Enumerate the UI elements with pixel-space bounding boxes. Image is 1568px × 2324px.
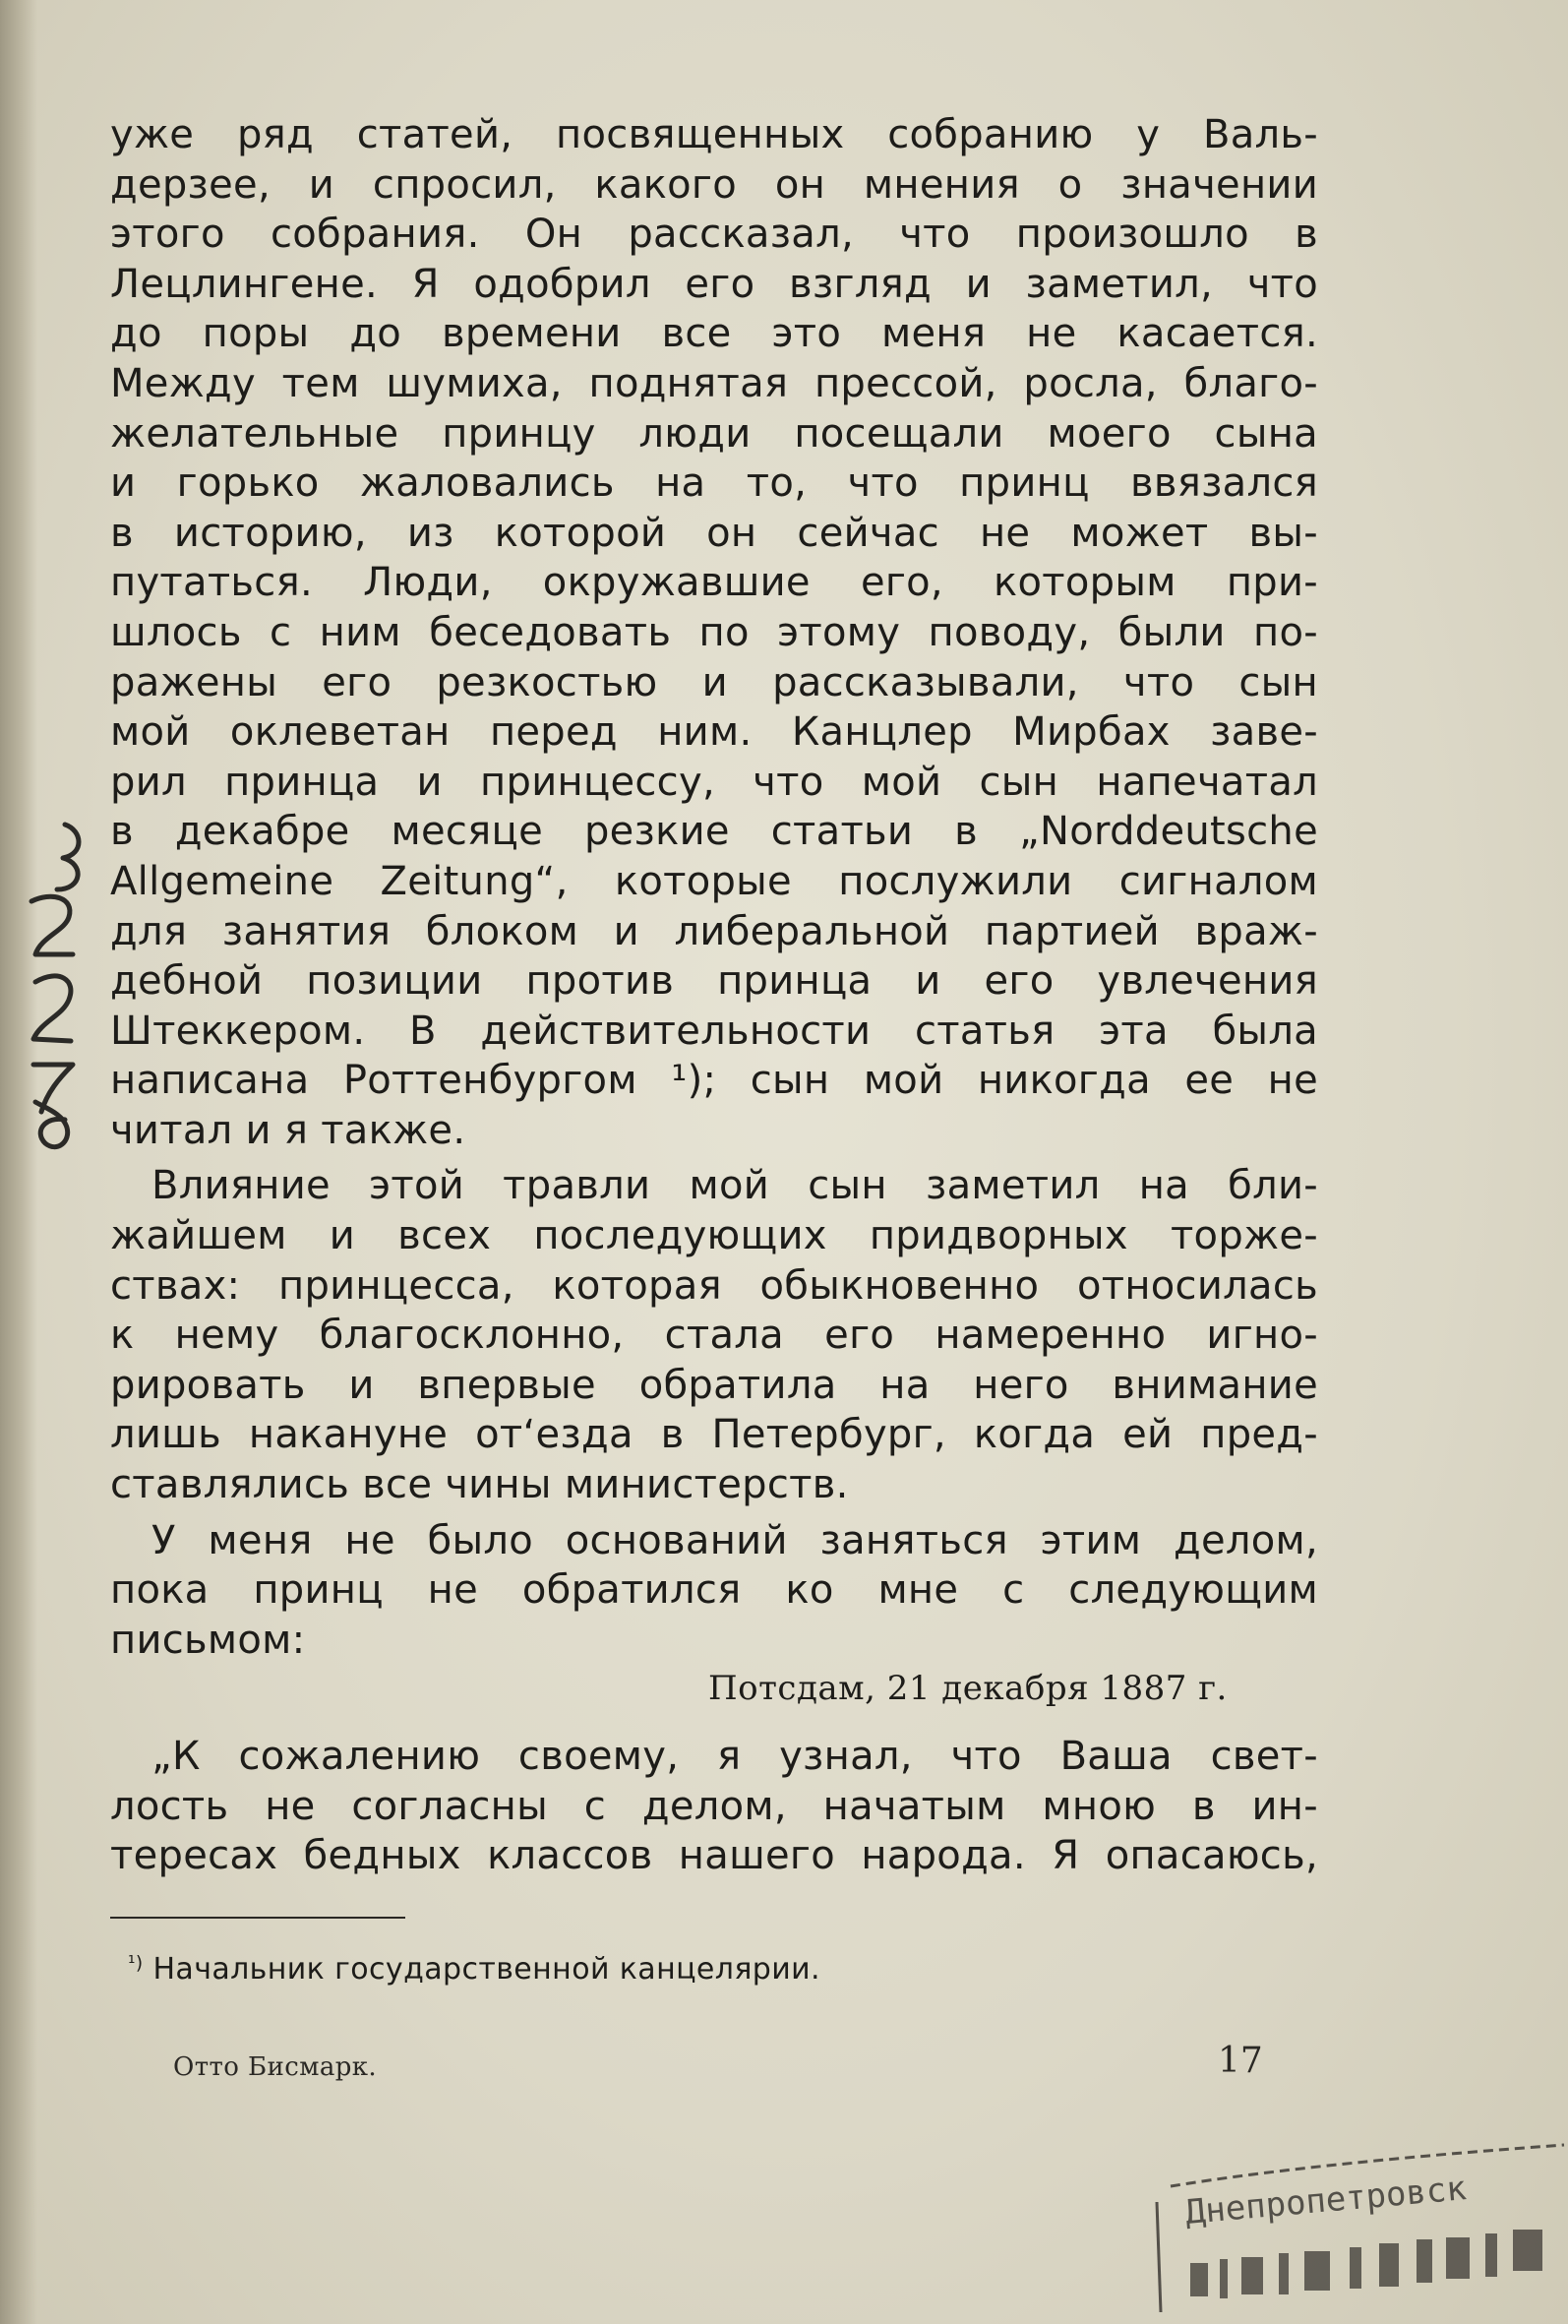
text-line: написана Роттенбургом ¹); сын мой никогда ее не xyxy=(110,1058,1318,1104)
text-line: Лецлингене. Я одобрил его взгляд и заметил, что xyxy=(110,261,1318,307)
text-line: читал и я также. xyxy=(110,1107,466,1153)
letter-line: лость не согласны с делом, начатым мною в ин- xyxy=(110,1783,1318,1829)
text-line: лишь накануне от‘езда в Петербург, когда ей пред- xyxy=(110,1412,1318,1458)
text-line: рировать и впервые обратила на него внимание xyxy=(110,1362,1318,1408)
library-stamp xyxy=(1131,2115,1568,2324)
text-line: Между тем шумиха, поднятая прессой, росла, благо- xyxy=(110,360,1318,406)
text-line: рил принца и принцессу, что мой сын напечатал xyxy=(110,759,1318,805)
binding-gutter xyxy=(0,0,37,2324)
text-line: уже ряд статей, посвященных собранию у Валь- xyxy=(110,112,1318,157)
text-line: путаться. Люди, окружавшие его, которым при- xyxy=(110,560,1318,606)
body-text xyxy=(110,110,1318,1665)
stamp-text: Днепропетровск xyxy=(1183,2169,1469,2232)
text-line: Влияние этой травли мой сын заметил на бли- xyxy=(151,1163,1318,1209)
text-line: жайшем и всех последующих придворных торже- xyxy=(110,1213,1318,1259)
text-line: до поры до времени все это меня не касается. xyxy=(110,311,1318,357)
text-line: ражены его резкостью и рассказывали, что сын xyxy=(110,659,1318,705)
text-line: и горько жаловались на то, что принц ввязался xyxy=(110,460,1318,507)
handwritten-inventory-number xyxy=(6,807,94,1161)
text-line: желательные принцу люди посещали моего сына xyxy=(110,410,1318,457)
text-line: для занятия блоком и либеральной партией враж- xyxy=(110,908,1318,954)
text-line: ствах: принцесса, которая обыкновенно относилась xyxy=(110,1262,1318,1309)
footnote-marker: ¹) xyxy=(128,1952,144,1974)
text-line: в декабре месяце резкие статьи в „Norddeutsche xyxy=(110,809,1318,855)
printer-signature: Отто Бисмарк. xyxy=(173,2052,378,2082)
text-line: дерзее, и спросил, какого он мнения о значении xyxy=(110,161,1318,208)
text-line: мой оклеветан перед ним. Канцлер Мирбах заве- xyxy=(110,709,1318,756)
letter-text xyxy=(110,1732,1318,1881)
text-line: дебной позиции против принца и его увлечения xyxy=(110,958,1318,1005)
text-line: У меня не было оснований заняться этим делом, xyxy=(151,1517,1318,1563)
footnote-rule xyxy=(110,1917,405,1919)
text-line: письмом: xyxy=(110,1617,306,1663)
text-line: Allgemeine Zeitung“, которые послужили сигналом xyxy=(110,858,1318,904)
text-line: в историю, из которой он сейчас не может вы- xyxy=(110,510,1318,556)
text-line: шлось с ним беседовать по этому поводу, были по- xyxy=(110,609,1318,655)
footnote xyxy=(128,1952,820,1987)
text-line: этого собрания. Он рассказал, что произошло в xyxy=(110,212,1318,258)
letter-line: „К сожалению своему, я узнал, что Ваша свет- xyxy=(151,1734,1318,1779)
page-number: 17 xyxy=(1218,2041,1263,2081)
letter-line: тересах бедных классов нашего народа. Я опасаюсь, xyxy=(110,1833,1318,1879)
text-line: ставлялись все чины министерств. xyxy=(110,1462,849,1508)
text-line: к нему благосклонно, стала его намеренно игно- xyxy=(110,1313,1318,1359)
text-line: пока принц не обратился ко мне с следующим xyxy=(110,1567,1318,1614)
footnote-text: Начальник государственной канцелярии. xyxy=(152,1952,820,1987)
text-line: Штеккером. В действительности статья эта была xyxy=(110,1008,1318,1054)
letter-dateline: Потсдам, 21 декабря 1887 г. xyxy=(708,1669,1228,1708)
